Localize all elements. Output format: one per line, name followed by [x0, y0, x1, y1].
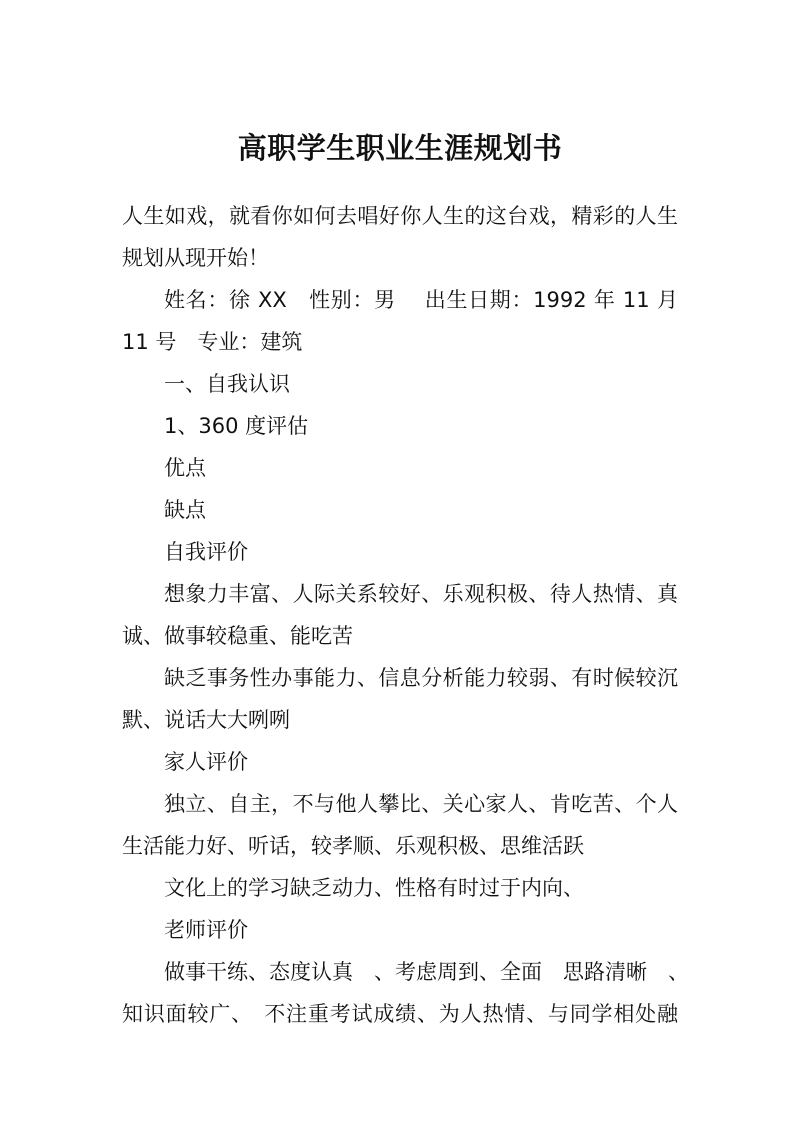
subsection-heading: 1、360 度评估	[164, 414, 309, 438]
intro-line-1: 人生如戏，就看你如何去唱好你人生的这台戏，精彩的人生	[122, 204, 678, 228]
section-heading: 一、自我认识	[164, 372, 290, 396]
weaknesses-label: 缺点	[164, 498, 206, 522]
family-eval-weaknesses-line-1: 文化上的学习缺乏动力、性格有时过于内向、	[164, 876, 584, 900]
teacher-eval-label: 老师评价	[164, 918, 248, 942]
page-title: 高职学生职业生涯规划书	[237, 131, 563, 165]
teacher-eval-strengths-line-1: 做事干练、态度认真 、考虑周到、全面 思路清晰 、	[164, 960, 689, 984]
family-eval-strengths-line-2: 生活能力好、听话，较孝顺、乐观积极、思维活跃	[122, 834, 584, 858]
self-eval-label: 自我评价	[164, 540, 248, 564]
intro-line-2: 规划从现开始！	[122, 246, 269, 270]
teacher-eval-strengths-line-2: 知识面较广、 不注重考试成绩、为人热情、与同学相处融	[122, 1002, 678, 1026]
profile-line-1: 姓名：徐 XX 性别：男 出生日期：1992 年 11 月	[164, 288, 678, 312]
family-eval-strengths-line-1: 独立、自主，不与他人攀比、关心家人、肯吃苦、个人	[164, 792, 678, 816]
strengths-label: 优点	[164, 456, 206, 480]
self-eval-strengths-line-2: 诚、做事较稳重、能吃苦	[122, 624, 353, 648]
self-eval-strengths-line-1: 想象力丰富、人际关系较好、乐观积极、待人热情、真	[164, 582, 678, 606]
family-eval-label: 家人评价	[164, 750, 248, 774]
self-eval-weaknesses-line-1: 缺乏事务性办事能力、信息分析能力较弱、有时候较沉	[164, 666, 678, 690]
profile-line-2: 11 号 专业：建筑	[122, 330, 303, 354]
self-eval-weaknesses-line-2: 默、说话大大咧咧	[122, 708, 290, 732]
